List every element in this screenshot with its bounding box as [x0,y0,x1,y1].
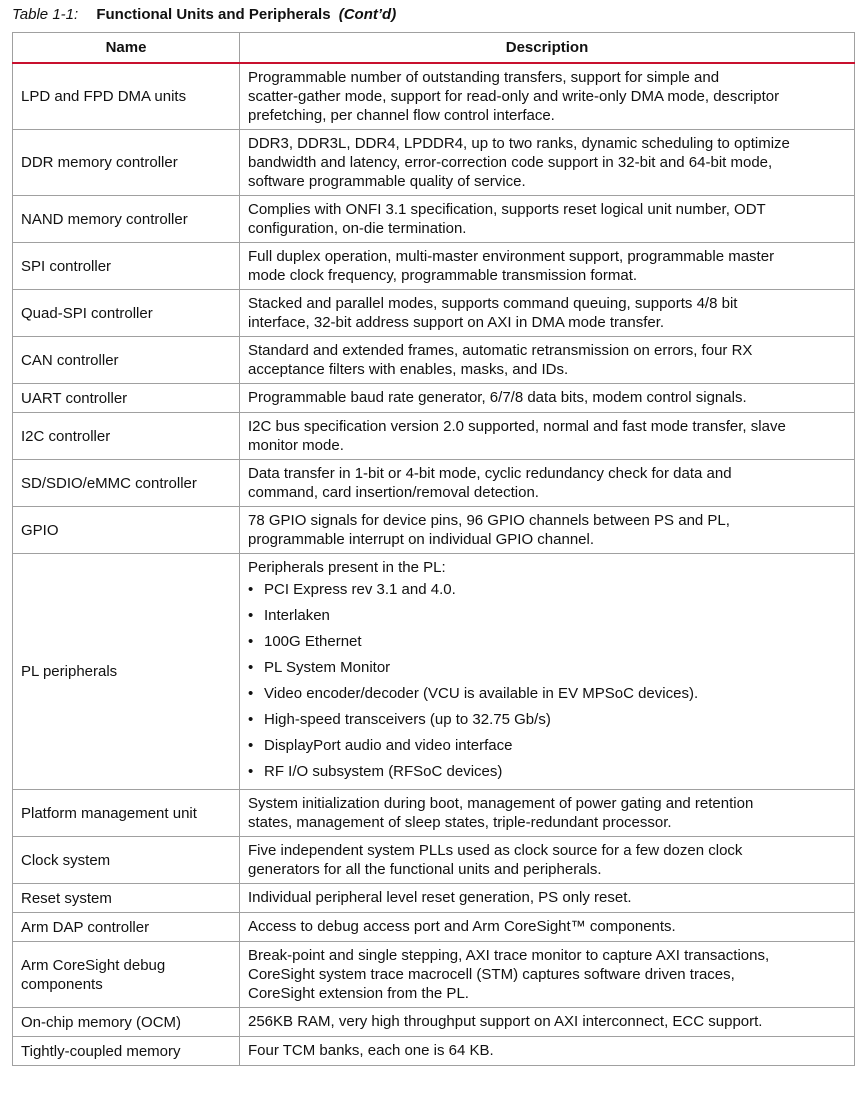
description-line: generators for all the functional units and peripherals. [248,861,602,878]
bullet-list [248,577,848,785]
table-row [13,460,855,507]
table-row [13,790,855,837]
list-item-text: DisplayPort audio and video interface [264,737,513,754]
row-description [240,1008,855,1037]
description-line: I2C bus specification version 2.0 supported, normal and fast mode transfer, slave [248,418,786,435]
list-item-text: Video encoder/decoder (VCU is available in EV MPSoC devices). [264,685,699,702]
description-line: Access to debug access port and Arm CoreSight™ components. [248,918,676,935]
list-item-text: PCI Express rev 3.1 and 4.0. [264,581,456,598]
table-row [13,290,855,337]
row-description [240,413,855,460]
row-name: NAND memory controller [13,196,240,243]
table-row [13,243,855,290]
description-line: interface, 32-bit address support on AXI in DMA mode transfer. [248,314,665,331]
bullet-icon: • [248,737,254,754]
row-description [240,942,855,1008]
header-description: Description [240,33,855,64]
list-item-text: RF I/O subsystem (RFSoC devices) [264,763,503,780]
table-title: Functional Units and Peripherals [96,6,331,23]
table-row [13,130,855,196]
row-description [240,130,855,196]
list-item [248,603,848,629]
table-number: Table 1-1: [12,6,79,23]
row-description [240,913,855,942]
row-name: GPIO [13,507,240,554]
description-line: monitor mode. [248,437,344,454]
description-line: DDR3, DDR3L, DDR4, LPDDR4, up to two ranks, dynamic scheduling to optimize [248,135,790,152]
description-line: scatter-gather mode, support for read-only and write-only DMA mode, descriptor [248,88,780,105]
row-name [13,942,240,1008]
table-row [13,1008,855,1037]
row-description [240,460,855,507]
table-row [13,1037,855,1066]
functional-units-table [12,32,855,1066]
row-name: UART controller [13,384,240,413]
description-line: Full duplex operation, multi-master environment support, programmable master [248,248,775,265]
row-name: LPD and FPD DMA units [13,63,240,130]
row-description [240,337,855,384]
row-name-line: components [21,975,103,993]
description-line: states, management of sleep states, triple-redundant processor. [248,814,672,831]
table-row [13,942,855,1008]
description-line: Data transfer in 1-bit or 4-bit mode, cyclic redundancy check for data and [248,465,732,482]
description-line: command, card insertion/removal detection. [248,484,539,501]
bullet-icon: • [248,607,254,624]
description-line: Programmable baud rate generator, 6/7/8 data bits, modem control signals. [248,389,747,406]
description-line: software programmable quality of service. [248,173,526,190]
description-line: Five independent system PLLs used as clock source for a few dozen clock [248,842,743,859]
description-line: Four TCM banks, each one is 64 KB. [248,1042,494,1059]
table-row [13,837,855,884]
bullet-icon: • [248,711,254,728]
list-item-text: High-speed transceivers (up to 32.75 Gb/s) [264,711,551,728]
list-item [248,655,848,681]
bullet-icon: • [248,685,254,702]
description-line: Standard and extended frames, automatic retransmission on errors, four RX [248,342,753,359]
table-row [13,413,855,460]
description-intro: Peripherals present in the PL: [248,559,446,576]
description-line: 78 GPIO signals for device pins, 96 GPIO channels between PS and PL, [248,512,730,529]
list-item [248,629,848,655]
description-line: System initialization during boot, management of power gating and retention [248,795,754,812]
description-line: Complies with ONFI 3.1 specification, supports reset logical unit number, ODT [248,201,766,218]
row-description [240,1037,855,1066]
description-line: CoreSight extension from the PL. [248,985,469,1002]
row-description [240,554,855,790]
table-header-row [13,33,855,64]
row-name: DDR memory controller [13,130,240,196]
description-line: CoreSight system trace macrocell (STM) captures software driven traces, [248,966,735,983]
row-name: SD/SDIO/eMMC controller [13,460,240,507]
description-line: bandwidth and latency, error-correction code support in 32-bit and 64-bit mode, [248,154,773,171]
header-name: Name [13,33,240,64]
list-item-text: 100G Ethernet [264,633,362,650]
table-row [13,554,855,790]
row-name-line: Arm CoreSight debug [21,956,166,974]
list-item-text: Interlaken [264,607,330,624]
table-continued: (Cont’d) [338,6,397,23]
table-row [13,384,855,413]
row-name: On-chip memory (OCM) [13,1008,240,1037]
row-name: CAN controller [13,337,240,384]
bullet-icon: • [248,581,254,598]
table-body [13,63,855,1066]
description-line: prefetching, per channel flow control interface. [248,107,555,124]
row-description [240,837,855,884]
table-row [13,337,855,384]
row-name: PL peripherals [13,554,240,790]
row-name: Quad-SPI controller [13,290,240,337]
description-line: Stacked and parallel modes, supports command queuing, supports 4/8 bit [248,295,738,312]
row-description [240,290,855,337]
table-row [13,196,855,243]
description-line: Programmable number of outstanding transfers, support for simple and [248,69,720,86]
row-description [240,63,855,130]
row-name: Arm DAP controller [13,913,240,942]
table-row [13,63,855,130]
list-item [248,733,848,759]
row-description [240,507,855,554]
description-line: acceptance filters with enables, masks, and IDs. [248,361,569,378]
row-name: SPI controller [13,243,240,290]
row-name: Reset system [13,884,240,913]
description-line: mode clock frequency, programmable transmission format. [248,267,638,284]
description-line: programmable interrupt on individual GPIO channel. [248,531,595,548]
row-name: Tightly-coupled memory [13,1037,240,1066]
bullet-icon: • [248,763,254,780]
list-item [248,681,848,707]
row-name: Platform management unit [13,790,240,837]
table-row [13,884,855,913]
table-row [13,507,855,554]
row-description [240,196,855,243]
description-line: configuration, on-die termination. [248,220,467,237]
row-description [240,790,855,837]
table-caption [12,3,396,27]
table-row [13,913,855,942]
description-line: Break-point and single stepping, AXI trace monitor to capture AXI transactions, [248,947,770,964]
bullet-icon: • [248,633,254,650]
list-item [248,577,848,603]
description-line: Individual peripheral level reset generation, PS only reset. [248,889,632,906]
row-name: Clock system [13,837,240,884]
list-item-text: PL System Monitor [264,659,391,676]
row-description [240,384,855,413]
list-item [248,707,848,733]
row-name: I2C controller [13,413,240,460]
bullet-icon: • [248,659,254,676]
description-line: 256KB RAM, very high throughput support on AXI interconnect, ECC support. [248,1013,763,1030]
row-description [240,884,855,913]
row-description [240,243,855,290]
list-item [248,759,848,785]
